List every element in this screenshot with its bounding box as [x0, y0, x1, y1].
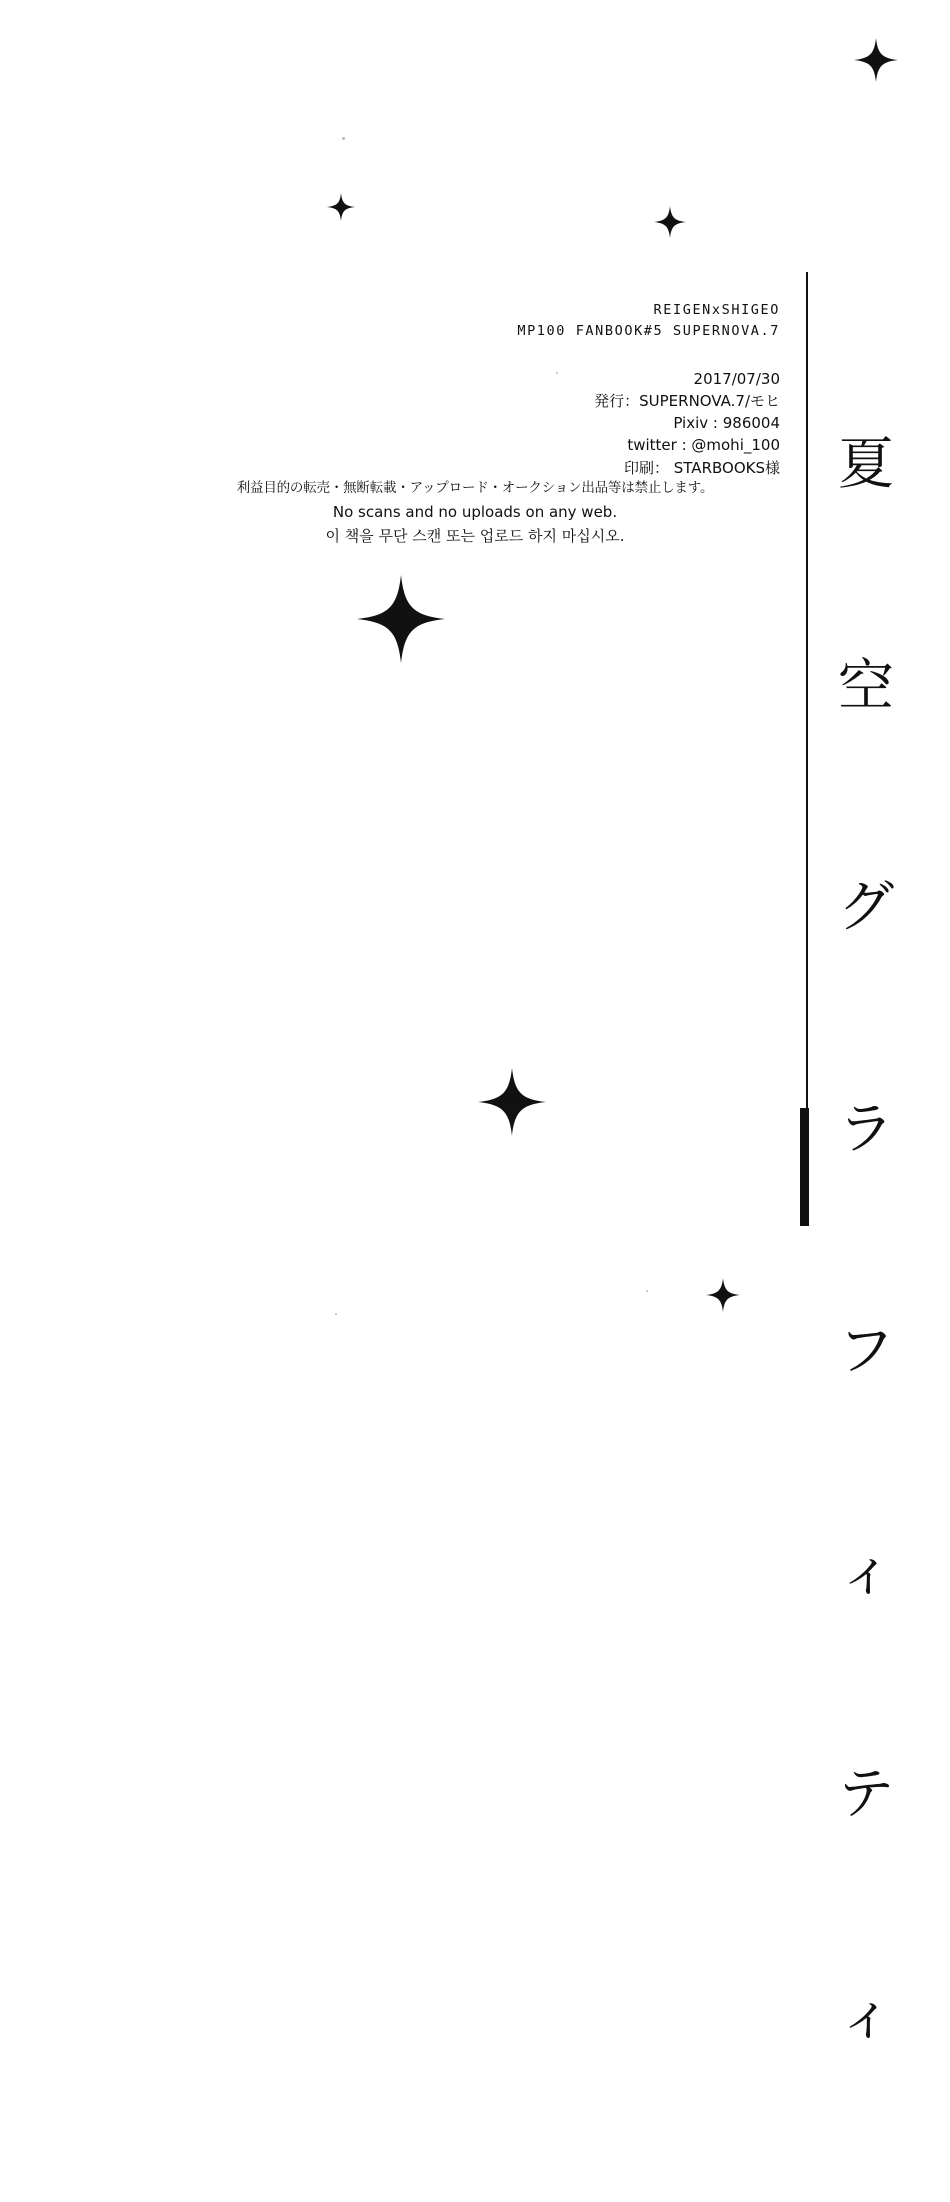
speck-dot [335, 1313, 337, 1315]
title-char: グ [838, 875, 896, 941]
sparkle-large-left-icon [357, 575, 445, 663]
colophon-spacer [517, 342, 780, 368]
book-title-vertical [822, 280, 912, 2202]
vertical-divider-rule [806, 272, 808, 1108]
copyright-notice-block [170, 478, 780, 548]
pixiv-line: Pixiv : 986004 [673, 414, 780, 433]
title-char: ィ [838, 1540, 896, 1606]
colophon-block [517, 300, 780, 479]
sparkle-upper-left-icon [327, 193, 355, 221]
title-char: ラ [838, 1096, 896, 1162]
publication-date: 2017/07/30 [693, 369, 780, 388]
speck-dot [646, 1290, 648, 1292]
title-char: 空 [838, 653, 896, 719]
credit-pairing: REIGENxSHIGEO [653, 302, 780, 318]
sparkle-bottom-right-icon [706, 1278, 740, 1312]
publisher-line: 発行：SUPERNOVA.7/モヒ [594, 392, 780, 411]
twitter-line: twitter : @mohi_100 [627, 436, 780, 455]
sparkle-top-right-icon [854, 38, 898, 82]
sparkle-upper-mid-icon [654, 206, 686, 238]
title-char: 夏 [838, 431, 896, 497]
printer-line: 印刷： STARBOOKS様 [624, 458, 780, 477]
sparkle-large-lower-icon [478, 1068, 546, 1136]
notice-korean: 이 책을 무단 스캔 또는 업로드 하지 마십시오. [325, 526, 625, 545]
title-char: フ [838, 1318, 896, 1384]
title-char: テ [838, 1762, 896, 1828]
notice-japanese: 利益目的の転売・無断転載・アップロード・オークション出品等は禁止します。 [236, 480, 714, 496]
vertical-divider-accent [800, 1108, 809, 1226]
speck-dot [342, 137, 345, 140]
credit-fanbook: MP100 FANBOOK#5 SUPERNOVA.7 [517, 322, 780, 339]
title-char: ィ [838, 1983, 896, 2049]
notice-english: No scans and no uploads on any web. [332, 502, 618, 521]
